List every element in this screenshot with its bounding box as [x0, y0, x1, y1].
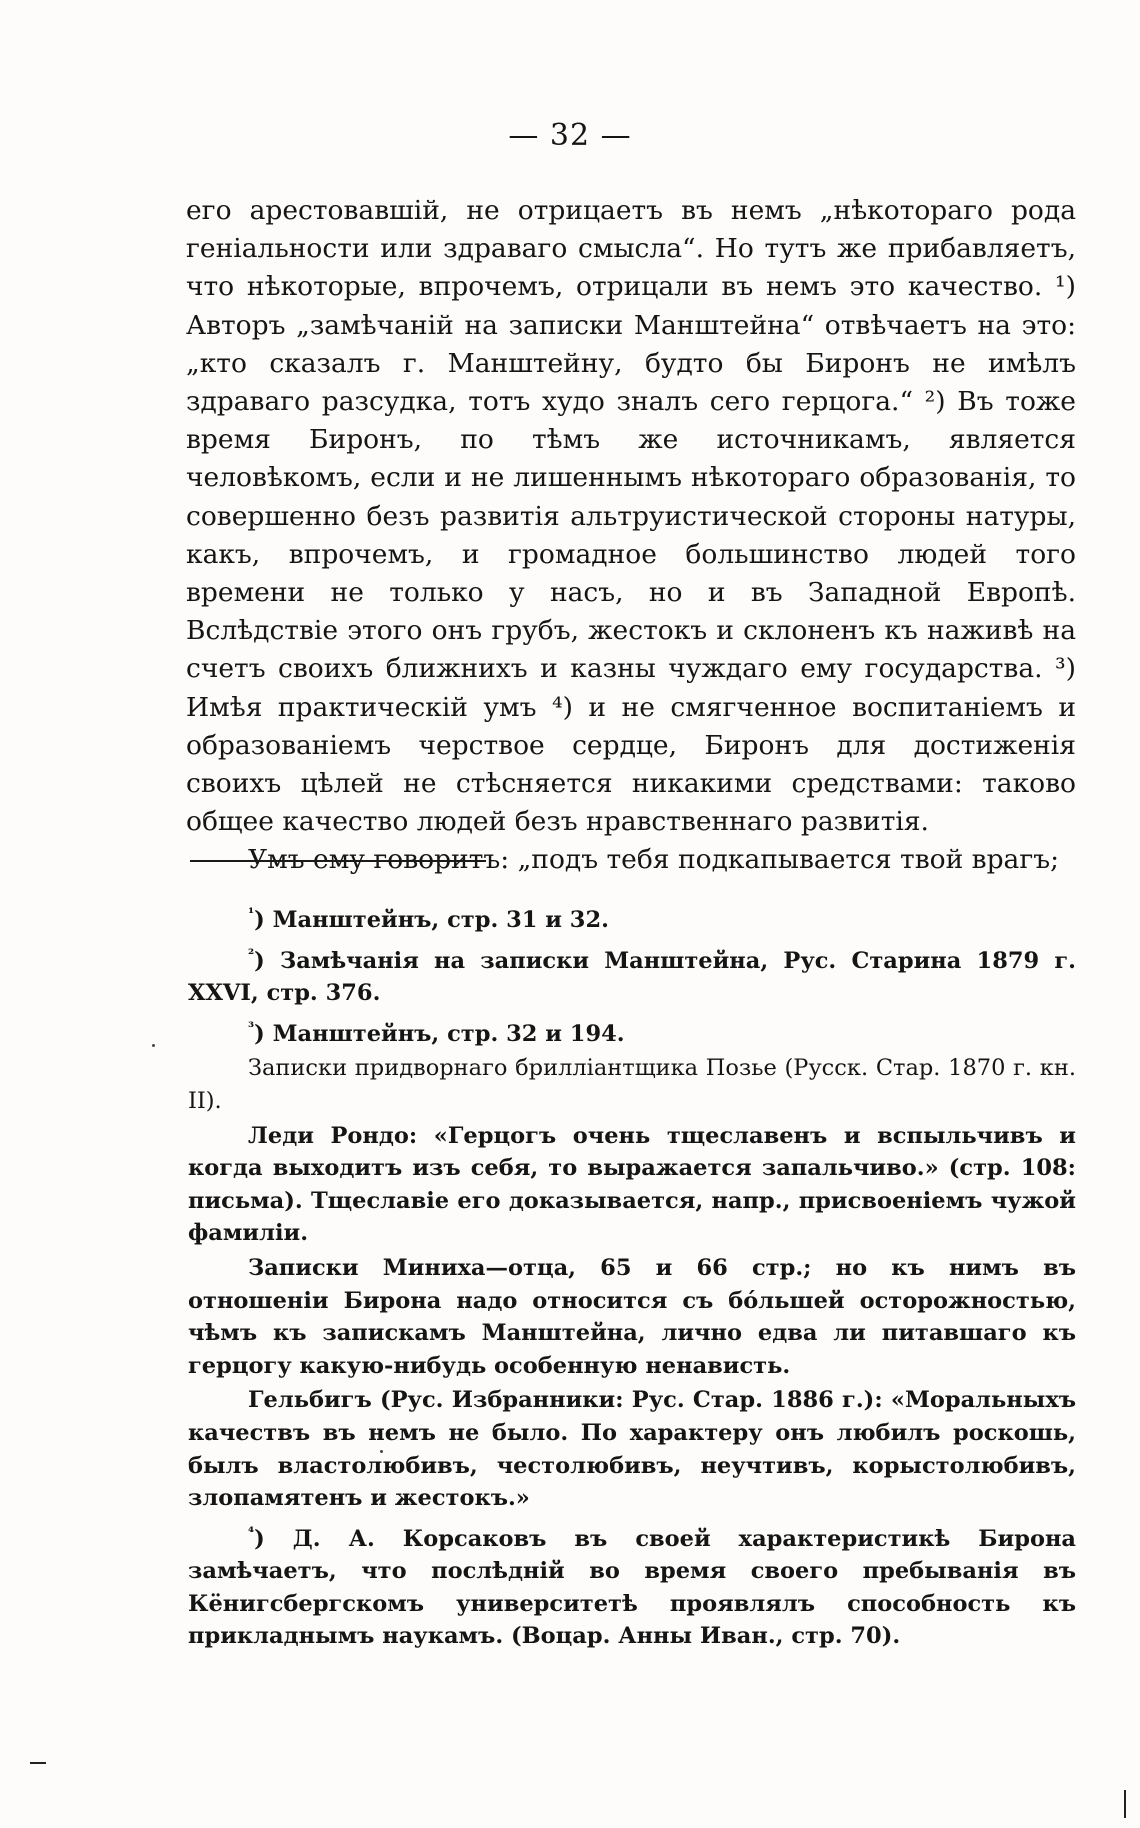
footnote-1: $^{^1}$) Манштейнъ, стр. 31 и 32.: [248, 906, 609, 933]
footnote-4: $^{^4}$) Д. А. Корсаковъ въ своей характеристикѣ Бирона замѣчаетъ, что послѣдній во время своего пребыванія въ Кёнигсбергскомъ университетѣ проявлялъ способность къ прикладнымъ наукамъ. (Воцар. Анны Иван., стр. 70).: [188, 1524, 1076, 1650]
main-text: [186, 192, 1076, 880]
footnote-3-source-poze: Записки придворнаго бриллiантщика Позье (Русск. Стар. 1870 г. кн. II).: [188, 1055, 1076, 1114]
paragraph-2: Умъ ему говоритъ: „подъ тебя подкапывается твой врагъ;: [248, 844, 1060, 876]
footnotes: [188, 898, 1076, 1655]
margin-mark: [1124, 1790, 1126, 1818]
footnote-3-source-minikh: Записки Миниха—отца, 65 и 66 стр.; но къ нимъ въ отношеніи Бирона надо относится съ бóльшей осторожностью, чѣмъ къ запискамъ Манштейна, лично едва ли питавшаго къ герцогу какую-нибудь особенную ненависть.: [188, 1254, 1076, 1379]
footnote-3: $^{^3}$) Манштейнъ, стр. 32 и 194.: [248, 1019, 625, 1047]
footnote-3-source-rondo: Леди Рондо: «Герцогъ очень тщеславенъ и вспыльчивъ и когда выходитъ изъ себя, то выражается запальчиво.» (стр. 108: письма). Тщеславіе его доказывается, напр., присвоеніемъ чужой фамиліи.: [188, 1122, 1076, 1247]
footnote-2: $^{^2}$) Замѣчанія на записки Манштейна, Рус. Старина 1879 г. XXVI, стр. 376.: [188, 946, 1076, 1007]
print-speck: [152, 1044, 155, 1047]
paragraph-1: его арестовавшій, не отрицаетъ въ немъ „нѣкотораго рода геніальности или здраваго смысла“. Но тутъ же прибавляетъ, что нѣкоторые, впрочемъ, отрицали въ немъ это качество. ¹) Авторъ „замѣчаній на записки Манштейна“ отвѣчаетъ на это: „кто сказалъ г. Манштейну, будто бы Биронъ не имѣлъ здраваго разсудка, тотъ худо зналъ сего герцога.“ ²) Въ тоже время Биронъ, по тѣмъ же источникамъ, является человѣкомъ, если и не лишеннымъ нѣкотораго образованія, то совершенно безъ развитія альтруистической стороны натуры, какъ, впрочемъ, и громадное большинство людей того времени не только у насъ, но и въ Западной Европѣ. Вслѣдствіе этого онъ грубъ, жестокъ и склоненъ къ наживѣ на счетъ своихъ ближнихъ и казны чуждаго ему государства. ³) Имѣя практическій умъ ⁴) и не смягченное воспитаніемъ и образованіемъ черствое сердце, Биронъ для достиженія своихъ цѣлей не стѣсняется никакими средствами: таково общее качество людей безъ нравственнаго развитія.: [186, 195, 1076, 838]
page-number: — 32 —: [508, 118, 632, 153]
footnote-divider: [190, 860, 486, 862]
print-speck: [380, 1450, 383, 1453]
margin-mark: [30, 1762, 46, 1764]
footnote-3-source-gelbig: Гельбигъ (Рус. Избранники: Рус. Стар. 1886 г.): «Моральныхъ качествъ въ немъ не было. По характеру онъ любилъ роскошь, былъ властолюбивъ, честолюбивъ, неучтивъ, корыстолюбивъ, злопамятенъ и жестокъ.»: [188, 1387, 1076, 1512]
